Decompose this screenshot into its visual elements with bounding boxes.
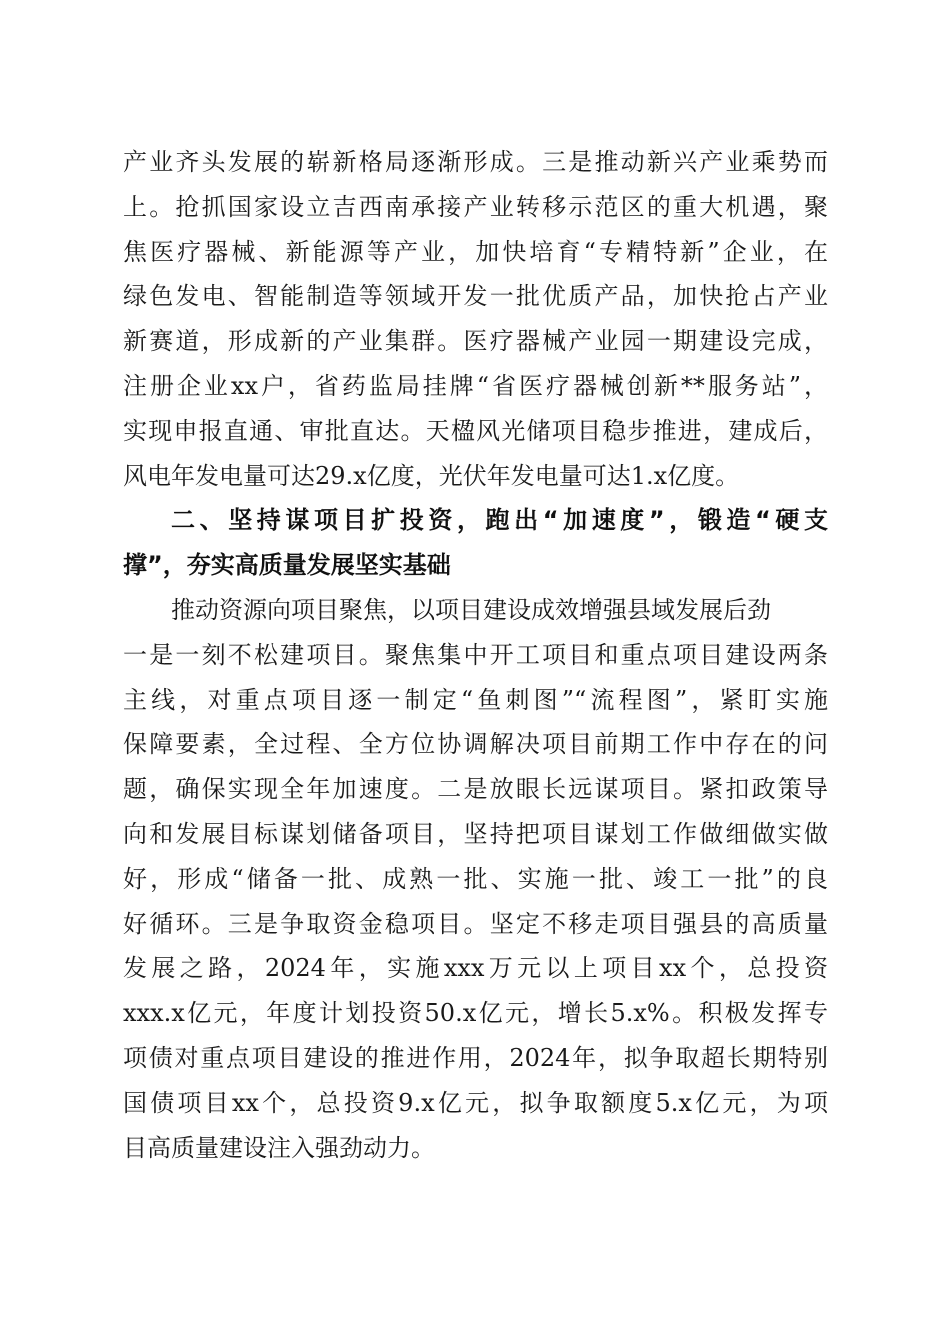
text-line: 保障要素，全过程、全方位协调解决项目前期工作中存在的问 xyxy=(123,730,828,759)
text-line: 好，形成“储备一批、成熟一批、实施一批、竣工一批”的良 xyxy=(123,864,828,893)
paragraph-projects xyxy=(123,588,828,1170)
text-line: 上。抢抓国家设立吉西南承接产业转移示范区的重大机遇，聚 xyxy=(123,192,828,221)
heading-line: 撑”，夯实高质量发展坚实基础 xyxy=(123,551,451,580)
text-line: 焦医疗器械、新能源等产业，加快培育“专精特新”企业，在 xyxy=(123,237,828,266)
paragraph-industry xyxy=(123,140,828,498)
text-line: 新赛道，形成新的产业集群。医疗器械产业园一期建设完成， xyxy=(123,327,828,356)
text-line: 风电年发电量可达29.x亿度，光伏年发电量可达1.x亿度。 xyxy=(123,461,740,490)
document-body xyxy=(123,140,828,1170)
text-line: 项债对重点项目建设的推进作用，2024年，拟争取超长期特别 xyxy=(123,1043,828,1072)
text-line: 发展之路，2024年，实施xxx万元以上项目xx个，总投资 xyxy=(123,954,828,983)
text-line: 国债项目xx个，总投资9.x亿元，拟争取额度5.x亿元，为项 xyxy=(123,1088,828,1117)
text-line: 一是一刻不松建项目。聚焦集中开工项目和重点项目建设两条 xyxy=(123,640,828,669)
text-line: 好循环。三是争取资金稳项目。坚定不移走项目强县的高质量 xyxy=(123,909,828,938)
section-heading xyxy=(123,498,828,588)
text-line: 注册企业xx户，省药监局挂牌“省医疗器械创新**服务站”， xyxy=(123,371,828,400)
text-line: 题，确保实现全年加速度。二是放眼长远谋项目。紧扣政策导 xyxy=(123,775,828,804)
text-line: 绿色发电、智能制造等领域开发一批优质产品，加快抢占产业 xyxy=(123,282,828,311)
text-line: 向和发展目标谋划储备项目，坚持把项目谋划工作做细做实做 xyxy=(123,819,828,848)
text-line: 目高质量建设注入强劲动力。 xyxy=(123,1133,435,1162)
text-line: xxx.x亿元，年度计划投资50.x亿元，增长5.x%。积极发挥专 xyxy=(123,999,828,1028)
text-line: 推动资源向项目聚焦，以项目建设成效增强县域发展后劲 xyxy=(171,595,771,624)
text-line: 实现申报直通、审批直达。天楹风光储项目稳步推进，建成后， xyxy=(123,416,828,445)
heading-line: 二、坚持谋项目扩投资，跑出“加速度”，锻造“硬支 xyxy=(171,506,828,535)
text-line: 主线，对重点项目逐一制定“鱼刺图”“流程图”，紧盯实施 xyxy=(123,685,828,714)
text-line: 产业齐头发展的崭新格局逐渐形成。三是推动新兴产业乘势而 xyxy=(123,148,828,176)
